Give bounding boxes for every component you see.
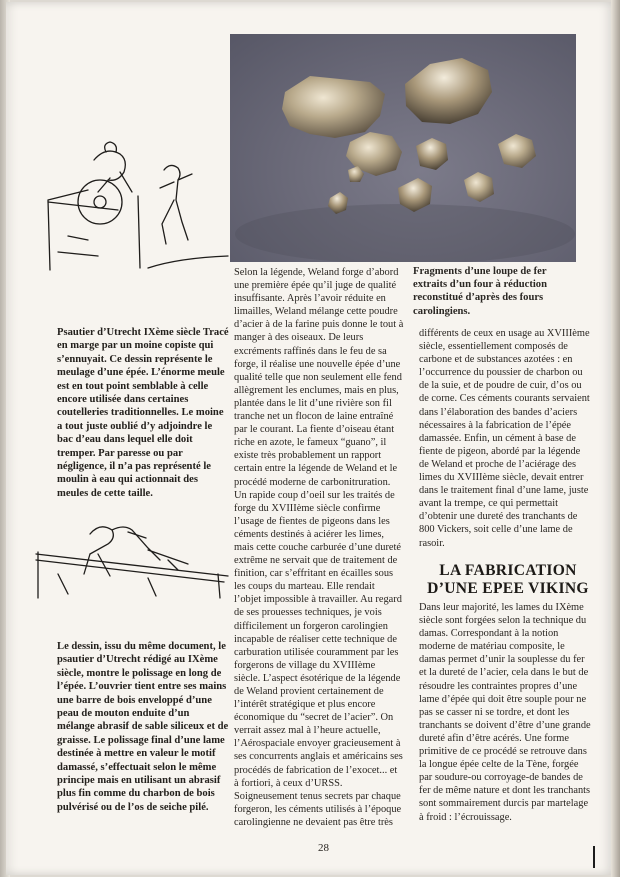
photo-caption: Fragments d’une loupe de fer extraits d’un four à réduction reconstitué d’après des fours carolingiens. bbox=[413, 266, 547, 317]
right-column-text-bottom: Dans leur majorité, les lames du IXème siècle sont forgées selon la technique du damas. Correspondant à la notion moderne de matériau composite, le damas permet d’unir la souplesse du fer et la dureté de l’acier, cela dans le but de résoudre les contraintes propres d’une lame d’épée qui doit être souple pour ne pas se casser ni se tordre, et dont les tranchants se doivent d’être d’une grande dureté afin d’être acérés. Une forme primitive de ce procédé se retrouve dans la longue épée celte de la Tène, forgée par soudure-ou corroyage-de bandes de fer de même nature et dont les tranchants sont sommairement durcis par martelage à froid : l’écrouissage. bbox=[419, 602, 591, 823]
page-binding-right bbox=[611, 0, 620, 877]
polishing-sketch bbox=[28, 520, 228, 600]
margin-tick bbox=[593, 846, 595, 868]
iron-bloom-photo bbox=[230, 34, 576, 262]
middle-column-text: Selon la légende, Weland forge d’abord une première épée qu’il juge de qualité insuffisante. Après l’avoir réduite en limailles, Weland mélange cette poudre d’acier à de la farine puis donne le tout à manger à des oiseaux. De leurs excréments raffinés dans le feu de sa forge, il réalise une nouvelle épée d’une qualité telle que non seulement elle fend allègrement les enclumes, mais en plus, plantée dans le lit d’une rivière son fil tranche net un flocon de laine entraîné par le courant. La fiente d’oiseau étant riche en azote, le fameux “guano”, il existe très probablement un rapport certain entre la légende de Weland et le procédé moderne de carbonitruration. Un rapide coup d’oeil sur les traités de forge du XVIIIème siècle confirme l’usage de fientes de pigeons dans les céments destinés à aciérer les limes, mais cette couche carburée d’une dureté extrême ne servait que de traitement de finition, car s’effritant en écailles sous les coups du marteau. Elle rendait l’objet impossible à travailler. Au regard de ses prouesses techniques, je vois difficilement un forgeron carolingien incapable de réaliser cette technique de carburation utilisée couramment par les forgerons de village du XVIIIème siècle. L’aspect ésotérique de la légende de Weland provient certainement de l’intérêt stratégique et plus encore économique du “secret de l’acier”. On verrait assez mal à l’heure actuelle, l’Aérospaciale envoyer gracieusement à ses concurrents anglais et américains ses procédés de fabrication de l’exocet... et à fortiori, à ceux d’URSS. Soigneusement tenus secrets par chaque forgeron, les céments utilisés à l’époque carolingienne ne devaient pas être très bbox=[234, 267, 404, 828]
iron-fragments-illustration bbox=[230, 34, 576, 262]
section-heading bbox=[419, 562, 597, 598]
psautier-caption: Psautier d’Utrecht IXème siècle Tracé en marge par un moine copiste qui s’ennuyait. Ce dessin représente le meulage d’une épée. L’énorme meule est en tout point semblable à celle encore utilisée dans certaines coutelleries traditionnelles. Le moine a tout juste oublié d’y adjoindre le bac d’eau dans lequel elle doit tremper. Par paresse ou par négligence, il n’a pas représenté le moulin à eau qui actionnait des meules de cette taille. bbox=[57, 327, 229, 499]
heading-line-1: LA FABRICATION bbox=[439, 562, 577, 579]
polishing-caption: Le dessin, issu du même document, le psautier d’Utrecht rédigé au IXème siècle, montre le polissage en long de l’épée. L’ouvrier tient entre ses mains une barre de bois enveloppé d’une peau de mouton enduite d’un mélange abrasif de sable siliceux et de graisse. Le polissage final d’une lame destinée à mettre en valeur le motif damassé, s’effectuait selon le même principe mais en utilisant un abrasif plus fin comme du charbon de bois pulvérisé ou de l’os de seiche pilé. bbox=[57, 641, 229, 813]
page-number: 28 bbox=[318, 842, 329, 854]
grinding-sketch bbox=[28, 140, 228, 280]
heading-line-2: D’UNE EPEE VIKING bbox=[427, 580, 589, 597]
right-column-text-top: différents de ceux en usage au XVIIIème siècle, essentiellement composés de carbone et de substances azotées : en l’occurrence du poussier de charbon ou de la suie, et de poudre de cuir, d’os ou de corne. Ces céments courants servaient dans l’élaboration des bandes d’aciers nécessaires à la fabrication de l’épée damassée. Enfin, un cément à base de fiente de pigeon, abordé par la légende de Weland et proche de l’aciérage des limes du XVIIIème siècle, devait entrer dans le traitement final d’une lame, juste avant la trempe, ce qui permettait d’obtenir une dureté des tranchants de 800 Vickers, soit celle d’une lame de rasoir. bbox=[419, 328, 590, 549]
